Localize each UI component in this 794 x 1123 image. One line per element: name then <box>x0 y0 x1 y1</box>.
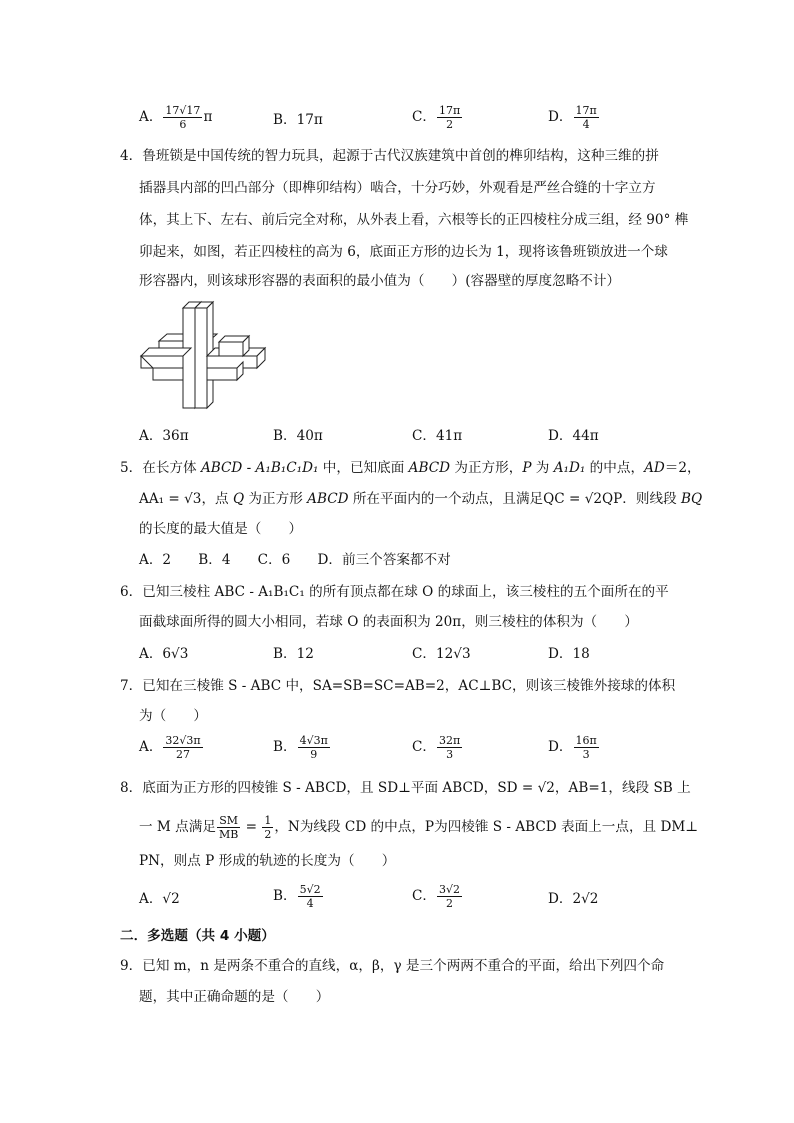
option-label: B． <box>273 739 297 755</box>
option-label: A． <box>139 891 163 907</box>
denominator: 2 <box>446 897 453 910</box>
denominator: 3 <box>582 748 590 761</box>
text: 所在平面内的一个动点，且满足QC = √2QP．则线段 <box>348 491 682 507</box>
q8-option-b <box>273 883 324 910</box>
fraction <box>574 734 599 761</box>
fraction <box>163 734 202 761</box>
option-text: 2√2 <box>572 891 599 907</box>
q7-line-2: 为（ ） <box>139 708 207 724</box>
q6-option-d: D．18 <box>548 646 590 662</box>
text: ，点 <box>201 491 233 507</box>
q5-line-3: 的长度的最大值是（ ） <box>139 521 303 537</box>
q7-option-d <box>548 734 600 761</box>
option-label: D． <box>548 891 573 907</box>
denominator: MB <box>218 828 239 841</box>
fraction <box>298 883 323 910</box>
numerator: 1 <box>264 814 272 827</box>
q3-option-d <box>548 104 600 131</box>
section-heading: 二．多选题（共 4 小题） <box>120 928 275 944</box>
numerator: 5√2 <box>299 883 321 896</box>
option-text: √2 <box>162 891 180 907</box>
q3-option-a <box>139 104 212 131</box>
q4-line-3: 体，其上下、左右、前后完全对称，从外表上看，六根等长的正四棱柱分成三组，经 90° 榫 <box>139 212 689 228</box>
q4-option-c: C．41π <box>412 428 463 444</box>
q5-line-2 <box>139 489 702 509</box>
option-label: C． <box>412 109 436 125</box>
fraction <box>217 814 240 841</box>
luban-lock-figure <box>139 296 279 416</box>
option-label: A． <box>139 109 163 125</box>
equals: = <box>241 819 262 835</box>
q8-option-c <box>412 883 463 910</box>
option-text: 17π <box>296 112 323 128</box>
numerator: 17π <box>439 104 461 117</box>
math: P <box>522 460 532 476</box>
q6-option-a: A．6√3 <box>139 646 189 662</box>
q7-option-c <box>412 734 463 761</box>
text: 为正方形， <box>450 460 523 476</box>
denominator: 6 <box>179 118 187 131</box>
text: 中，已知底面 <box>318 460 409 476</box>
numerator: 17√17 <box>165 104 201 117</box>
text: 为正方形 <box>244 491 308 507</box>
numerator: SM <box>219 814 239 827</box>
q5-line-1 <box>120 458 701 478</box>
q6-option-c: C．12√3 <box>412 646 471 662</box>
text: 5．在长方体 <box>120 460 201 476</box>
denominator: 27 <box>176 748 191 761</box>
q7-option-b <box>273 734 331 761</box>
q9-line-1: 9．已知 m，n 是两条不重合的直线，α，β，γ 是三个两两不重合的平面，给出下列四个命 <box>120 958 665 974</box>
numerator: 32√3π <box>165 734 201 747</box>
q4-option-d: D．44π <box>548 428 599 444</box>
q3-option-b <box>273 110 323 130</box>
q4-line-2: 插器具内部的凹凸部分（即榫卯结构）啮合，十分巧妙，外观看是严丝合缝的十字立方 <box>139 180 656 196</box>
denominator: 9 <box>310 748 318 761</box>
option-label: C． <box>412 739 436 755</box>
math: Q <box>232 491 245 507</box>
option-label: C． <box>412 888 436 904</box>
option-label: A． <box>139 739 163 755</box>
fraction <box>298 734 330 761</box>
option-label: B． <box>273 888 297 904</box>
fraction <box>437 734 462 761</box>
numerator: 4√3π <box>299 734 328 747</box>
fraction <box>262 814 273 841</box>
q8-line-2 <box>139 814 698 841</box>
numerator: 3√2 <box>439 883 461 896</box>
math: AD <box>644 460 665 476</box>
denominator: 2 <box>446 118 454 131</box>
q7-line-1: 7．已知在三棱锥 S - ABC 中，SA=SB=SC=AB=2，AC⊥BC，则该三棱锥外接球的体积 <box>120 678 676 694</box>
text: 一 M 点满足 <box>139 819 216 835</box>
option-label: D． <box>548 109 573 125</box>
text: ＝2， <box>664 460 701 476</box>
q4-line-4: 卯起来，如图，若正四棱柱的高为 6，底面正方形的边长为 1，现将该鲁班锁放进一个球 <box>139 244 668 260</box>
math: AA₁ = √3 <box>139 491 202 507</box>
numerator: 17π <box>575 104 597 117</box>
option-label: D． <box>548 739 573 755</box>
fraction <box>163 104 202 131</box>
q9-line-2: 题，其中正确命题的是（ ） <box>139 989 330 1005</box>
text: ，N为线段 CD 的中点，P为四棱锥 S - ABCD 表面上一点，且 DM⊥ <box>274 819 699 835</box>
denominator: 2 <box>264 828 272 841</box>
q3-option-c <box>412 104 463 131</box>
numerator: 16π <box>575 734 597 747</box>
fraction <box>437 104 462 131</box>
math: ABCD - A₁B₁C₁D₁ <box>200 460 319 476</box>
math: ABCD <box>408 460 451 476</box>
option-label: B． <box>273 112 297 128</box>
denominator: 4 <box>582 118 590 131</box>
q6-option-b: B．12 <box>273 646 314 662</box>
math: ABCD <box>307 491 349 507</box>
text: 为 <box>531 460 554 476</box>
q7-option-a <box>139 734 204 761</box>
suffix: π <box>203 109 213 125</box>
q4-option-b: B．40π <box>273 428 323 444</box>
q4-option-a: A．36π <box>139 428 189 444</box>
math: A₁D₁ <box>553 460 586 476</box>
numerator: 32π <box>439 734 461 747</box>
fraction <box>574 104 599 131</box>
q8-option-d <box>548 889 598 909</box>
denominator: 4 <box>306 897 314 910</box>
q8-line-3: PN，则点 P 形成的轨迹的长度为（ ） <box>139 853 396 869</box>
q5-options: A．2 B．4 C．6 D．前三个答案都不对 <box>139 552 451 568</box>
q4-line-1: 4．鲁班锁是中国传统的智力玩具，起源于古代汉族建筑中首创的榫卯结构，这种三维的拼 <box>120 148 659 164</box>
q8-option-a <box>139 889 180 909</box>
text: 的中点， <box>585 460 645 476</box>
math: BQ <box>681 491 703 507</box>
q8-line-1: 8．底面为正方形的四棱锥 S - ABCD，且 SD⊥平面 ABCD，SD = √2，AB=1，线段 SB 上 <box>120 780 691 796</box>
q6-line-1: 6．已知三棱柱 ABC - A₁B₁C₁ 的所有顶点都在球 O 的球面上，该三棱柱的五个面所在的平 <box>120 584 669 600</box>
denominator: 3 <box>446 748 454 761</box>
fraction <box>437 883 462 910</box>
q4-line-5: 形容器内，则该球形容器的表面积的最小值为（ ）(容器壁的厚度忽略不计） <box>139 273 621 289</box>
q6-line-2: 面截球面所得的圆大小相同，若球 O 的表面积为 20π，则三棱柱的体积为（ ） <box>139 614 638 630</box>
